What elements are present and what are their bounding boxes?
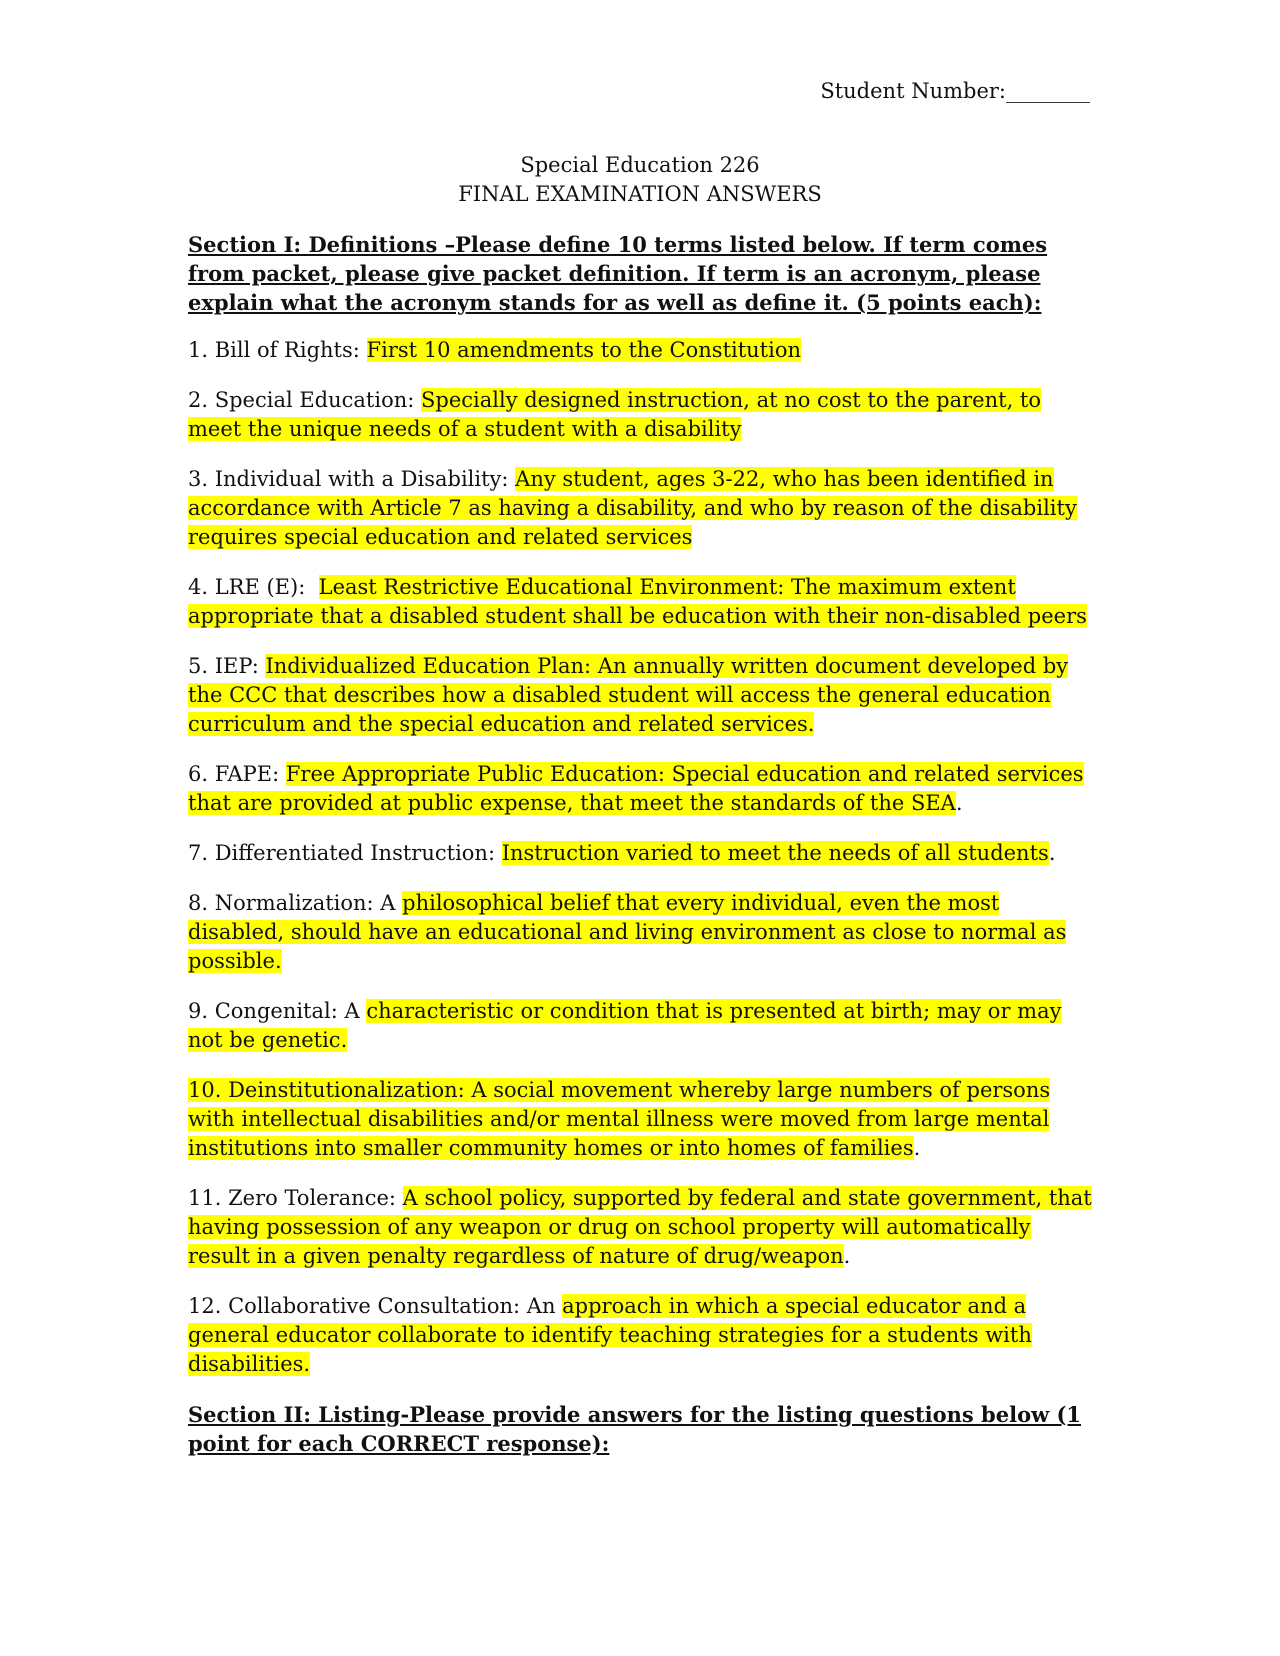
definition-answer: Specially designed instruction, at no cost to the parent, to meet the unique needs of a student with a disability — [188, 388, 1041, 441]
definition-item-4 — [188, 573, 1092, 631]
definition-tail: . — [843, 1244, 851, 1268]
definition-tail: . — [913, 1136, 921, 1160]
definition-term: 11. Zero Tolerance: — [188, 1186, 403, 1210]
definition-term: 2. Special Education: — [188, 388, 422, 412]
document-titles — [0, 151, 1280, 209]
definition-answer: First 10 amendments to the Constitution — [366, 338, 802, 362]
definition-item-6 — [188, 760, 1092, 818]
definition-answer: Least Restrictive Educational Environment: The maximum extent appropriate that a disabled student shall be education with their non-disabled peers — [188, 575, 1087, 628]
definition-answer: A school policy, supported by federal and state government, that having possession of any weapon or drug on school property will automatically result in a given penalty regardless of nature of drug/weapon — [188, 1186, 1092, 1268]
definition-item-8 — [188, 889, 1092, 976]
definition-item-7 — [188, 839, 1092, 868]
definition-item-10 — [188, 1076, 1092, 1163]
definition-term: 5. IEP: — [188, 654, 266, 678]
definition-answer: 10. Deinstitutionalization: A social movement whereby large numbers of persons with intellectual disabilities and/or mental illness were moved from large mental institutions into smaller community homes or into homes of families — [188, 1078, 1051, 1160]
definition-answer: Free Appropriate Public Education: Special education and related services that are provided at public expense, that meet the standards of the SEA — [188, 762, 1084, 815]
definition-item-3 — [188, 465, 1092, 552]
definition-term: 4. LRE (E): — [188, 575, 319, 599]
definition-tail: . — [1048, 841, 1056, 865]
definition-item-9 — [188, 997, 1092, 1055]
definition-term: 8. Normalization: A — [188, 891, 403, 915]
definition-item-11 — [188, 1184, 1092, 1271]
definition-term: 12. Collaborative Consultation: An — [188, 1294, 563, 1318]
definition-term: 7. Differentiated Instruction: — [188, 841, 502, 865]
definition-answer: Individualized Education Plan: An annually written document developed by the CCC that describes how a disabled student will access the general education curriculum and the special education and related services. — [188, 654, 1069, 736]
document-body — [188, 230, 1092, 1477]
section-1-heading: Section I: Definitions –Please define 10 terms listed below. If term comes from packet, please give packet definition. If term is an acronym, please explain what the acronym stands for as well as define it. (5 points each): — [188, 232, 1048, 315]
course-title: Special Education 226 — [520, 153, 760, 177]
definition-answer: Instruction varied to meet the needs of all students — [501, 841, 1049, 865]
definition-answer: Any student, ages 3-22, who has been identified in accordance with Article 7 as having a disability, and who by reason of the disability requires special education and related services — [188, 467, 1077, 549]
definition-tail: . — [955, 791, 963, 815]
definition-answer: approach in which a special educator and a general educator collaborate to identify teaching strategies for a students with disabilities. — [188, 1294, 1032, 1376]
definition-answer: characteristic or condition that is presented at birth; may or may not be genetic. — [188, 999, 1062, 1052]
definition-answer: philosophical belief that every individual, even the most disabled, should have an educational and living environment as close to normal as possible. — [188, 891, 1067, 973]
section-2-heading: Section II: Listing-Please provide answers for the listing questions below (1 point for each CORRECT response): — [188, 1402, 1082, 1456]
definition-item-12 — [188, 1292, 1092, 1379]
definition-item-5 — [188, 652, 1092, 739]
definition-item-1 — [188, 336, 1092, 365]
definition-term: 3. Individual with a Disability: — [188, 467, 516, 491]
student-number-label: Student Number:________ — [820, 79, 1090, 103]
definition-item-2 — [188, 386, 1092, 444]
exam-title: FINAL EXAMINATION ANSWERS — [458, 182, 822, 206]
definition-term: 1. Bill of Rights: — [188, 338, 367, 362]
definition-term: 9. Congenital: A — [188, 999, 367, 1023]
definition-term: 6. FAPE: — [188, 762, 286, 786]
